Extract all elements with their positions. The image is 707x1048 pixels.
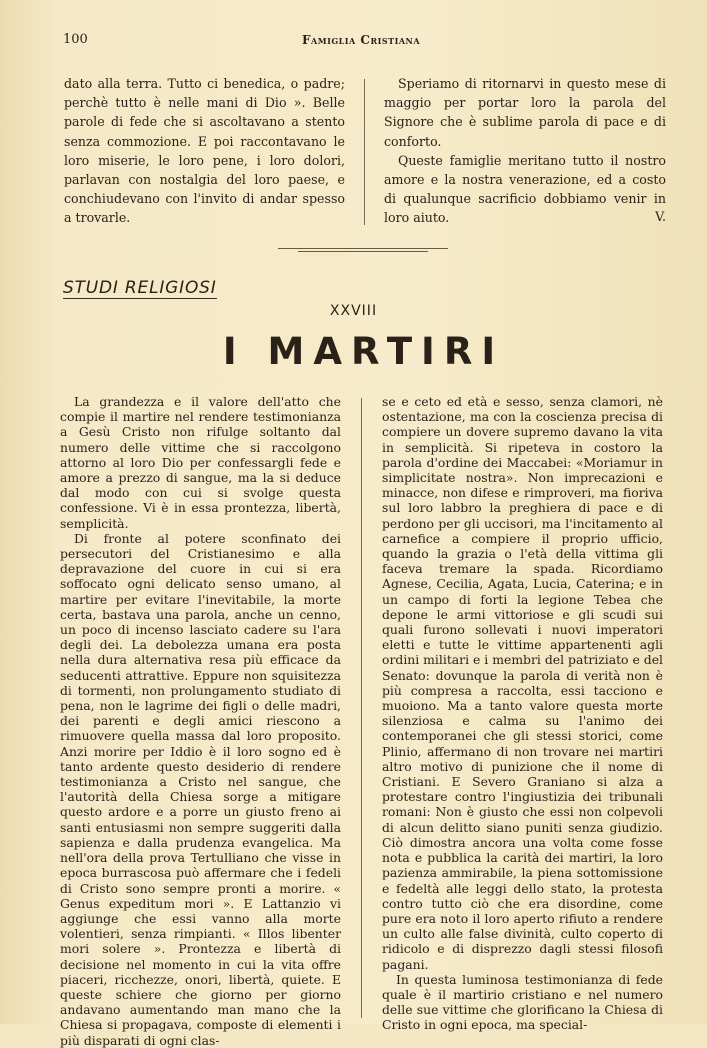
section-separator <box>278 248 448 256</box>
top-right-column <box>384 74 666 228</box>
top-left-paragraph: dato alla terra. Tutto ci benedica, o padre; perchè tutto è nelle mani di Dio ». Belle parole di fede che si ascoltavano a stento senza commozione. E poi raccontavano le loro miserie, le loro pene, i loro dolori, parlavan con nostalgia del loro paese, e conchiudevano con l'invito di andar spesso a trovarle. <box>64 76 345 226</box>
article-title: I MARTIRI <box>222 330 505 373</box>
article-number: XXVIII <box>329 303 378 319</box>
top-right-paragraph-1: Speriamo di ritornarvi in questo mese di maggio per portar loro la parola del Signore che è sublime parola di pace e di conforto. <box>384 76 666 149</box>
column-divider-main <box>361 398 362 1018</box>
article-right-column <box>382 394 663 1033</box>
right-column-paragraph-1: se e ceto ed età e sesso, senza clamori, nè ostentazione, ma con la coscienza precisa di compiere un dovere supremo davano la vita in semplicità. Si ripeteva in costoro la parola d'ordine dei Maccabei: «Moriamur in simplicitate nostra». Non imprecazioni e minacce, non difese e rimproveri, ma fioriva sul loro labbro la preghiera di pace e di perdono per gli uccisori, ma l'incitamento al carnefice a compiere il proprio ufficio, quando la grazia o l'età della vittima gli faceva tremare la spada. Ricordiamo Agnese, Cecilia, Agata, Lucia, Caterina; e in un campo di forti la legione Tebea che depone le armi vittoriose e gli scudi sui quali furono sollevati i nuovi imperatori eletti e tutte le vittime appartenenti agli ordini militari e i membri del patriziato e del Senato: dovunque la parola di verità non è più compresa a raccolta, essi tacciono e muoiono. Ma a tanto valore questa morte silenziosa e calma su l'animo dei contemporanei che gli stessi storici, come Plinio, affermano di non trovare nei martiri altro motivo di punizione che il nome di Cristiani. E Severo Graniano si alza a protestare contro l'ingiustizia dei tribunali romani: Non è giusto che essi non colpevoli di alcun delitto siano puniti senza giudizio. Ciò dimostra ancora una volta come fosse nota e pubblica la carità dei martiri, la loro pazienza ammirabile, la piena sottomissione e fedeltà alle leggi dello stato, la protesta contro tutto ciò che era disordine, come pure era noto il loro aperto rifiuto a rendere un culto alle false divinità, culto coperto di ridicolo e di disprezzo dagli stessi filosofi pagani. <box>382 394 663 972</box>
article-left-column <box>60 394 341 1048</box>
page-number: 100 <box>63 32 88 47</box>
top-right-paragraph-2: Queste famiglie meritano tutto il nostro amore e la nostra venerazione, ed a costo di qualunque sacrificio dobbiamo venir in loro aiuto. <box>384 152 666 226</box>
top-left-column <box>64 74 345 228</box>
signature: V. <box>655 209 666 224</box>
page-header <box>0 32 707 52</box>
running-title: Famiglia Cristiana <box>302 33 421 47</box>
section-label: STUDI RELIGIOSI <box>63 278 217 298</box>
top-section <box>0 74 707 234</box>
column-divider-top <box>364 79 365 225</box>
left-column-paragraph-1: La grandezza e il valore dell'atto che compie il martire nel rendere testimonianza a Gesù Cristo non rifulge soltanto dal numero delle vittime che si raccolgono attorno al loro Dio per confessargli fede e amore a prezzo di sangue, ma la si deduce dal modo con cui si svolge questa confessione. Vi è in essa prontezza, libertà, semplicità. <box>60 394 341 531</box>
left-column-paragraph-2: Di fronte al potere sconfinato dei persecutori del Cristianesimo e alla depravazione del cuore in cui si era soffocato ogni delicato senso umano, al martire per evitare l'inevitabile, la morte certa, bastava una parola, anche un cenno, un poco di incenso lasciato cadere su l'ara degli dei. La debolezza umana era posta nella dura alternativa resa più efficace da seducenti attrattive. Eppure non squisitezza di tormenti, non prolungamento studiato di pena, non le lagrime dei figli o delle madri, dei parenti e degli amici riescono a rimuovere quella massa dal loro proposito. Anzi morire per Iddio è il loro sogno ed è tanto ardente questo desiderio di rendere testimonianza a Cristo nel sangue, che l'autorità della Chiesa sorge a mitigare questo ardore e a porre un giusto freno ai santi entusiasmi non sempre suggeriti dalla sapienza e dalla prudenza evangelica. Ma nell'ora della prova Tertulliano che visse in epoca burrascosa può affermare che i fedeli di Cristo sono sempre pronti a morire. « Genus expeditum mori ». E Lattanzio vi aggiunge che essi vanno alla morte volentieri, senza rimpianti. « Illos libenter mori solere ». Prontezza e libertà di decisione nel momento in cui la vita offre piaceri, ricchezze, onori, libertà, quiete. E queste schiere che giorno per giorno andavano aumentando man mano che la Chiesa si propagava, composte di elementi i più disparati di ogni clas- <box>60 530 341 1048</box>
right-column-paragraph-2: In questa luminosa testimonianza di fede quale è il martirio cristiano e nel numero delle sue vittime che glorificano la Chiesa di Cristo in ogni epoca, ma special- <box>382 971 663 1033</box>
